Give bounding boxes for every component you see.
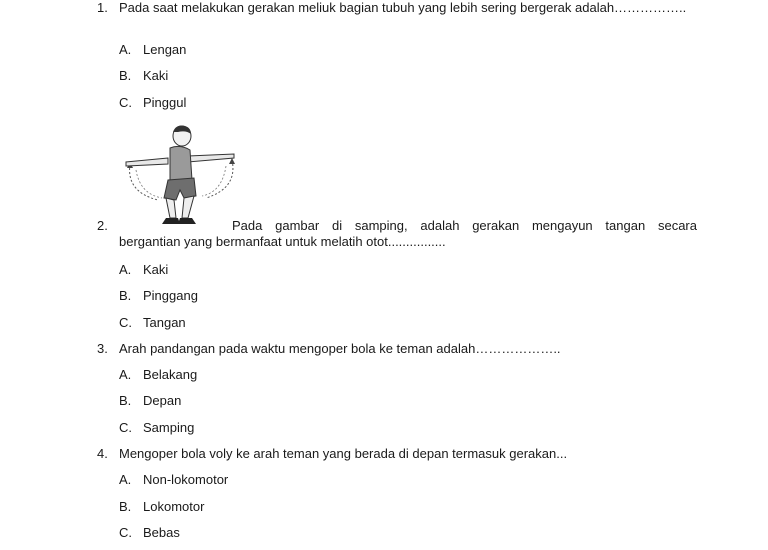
option-2b bbox=[119, 288, 198, 303]
option-text: Belakang bbox=[143, 367, 198, 382]
option-text: Non-lokomotor bbox=[143, 472, 229, 487]
option-letter: A. bbox=[119, 472, 132, 487]
option-letter: B. bbox=[119, 288, 132, 303]
option-text: Pinggang bbox=[143, 288, 198, 303]
option-4a bbox=[119, 472, 228, 487]
question-text: Arah pandangan pada waktu mengoper bola ke teman adalah……………….. bbox=[119, 341, 561, 356]
option-text: Kaki bbox=[143, 262, 169, 277]
option-text: Kaki bbox=[143, 68, 169, 83]
option-1b bbox=[119, 68, 168, 83]
question-number: 2. bbox=[97, 218, 108, 233]
option-letter: B. bbox=[119, 393, 132, 408]
question-text: Pada saat melakukan gerakan meliuk bagian tubuh yang lebih sering bergerak adalah…………….. bbox=[119, 0, 687, 15]
option-4b bbox=[119, 499, 204, 514]
question-text-line1: Pada gambar di samping, adalah gerakan mengayun tangan secara bbox=[232, 218, 697, 233]
option-text: Lokomotor bbox=[143, 499, 205, 514]
option-4c bbox=[119, 525, 180, 540]
question-number: 4. bbox=[97, 446, 108, 461]
question-number: 1. bbox=[97, 0, 108, 15]
option-text: Pinggul bbox=[143, 95, 187, 110]
option-letter: B. bbox=[119, 499, 132, 514]
option-letter: A. bbox=[119, 367, 132, 382]
option-text: Lengan bbox=[143, 42, 187, 57]
question-text-line2: bergantian yang bermanfaat untuk melatih otot................ bbox=[119, 234, 446, 249]
option-3a bbox=[119, 367, 197, 382]
option-text: Samping bbox=[143, 420, 195, 435]
question-number: 3. bbox=[97, 341, 108, 356]
option-letter: C. bbox=[119, 420, 132, 435]
option-letter: A. bbox=[119, 42, 132, 57]
option-3b bbox=[119, 393, 181, 408]
option-letter: A. bbox=[119, 262, 132, 277]
option-text: Depan bbox=[143, 393, 182, 408]
question-text: Mengoper bola voly ke arah teman yang berada di depan termasuk gerakan... bbox=[119, 446, 568, 461]
option-2a bbox=[119, 262, 168, 277]
option-2c bbox=[119, 315, 186, 330]
option-letter: C. bbox=[119, 525, 132, 540]
option-text: Bebas bbox=[143, 525, 180, 540]
option-text: Tangan bbox=[143, 315, 186, 330]
option-1c bbox=[119, 95, 186, 110]
option-3c bbox=[119, 420, 194, 435]
option-1a bbox=[119, 42, 186, 57]
option-letter: C. bbox=[119, 315, 132, 330]
option-letter: B. bbox=[119, 68, 132, 83]
question-2 bbox=[97, 218, 697, 252]
option-letter: C. bbox=[119, 95, 132, 110]
